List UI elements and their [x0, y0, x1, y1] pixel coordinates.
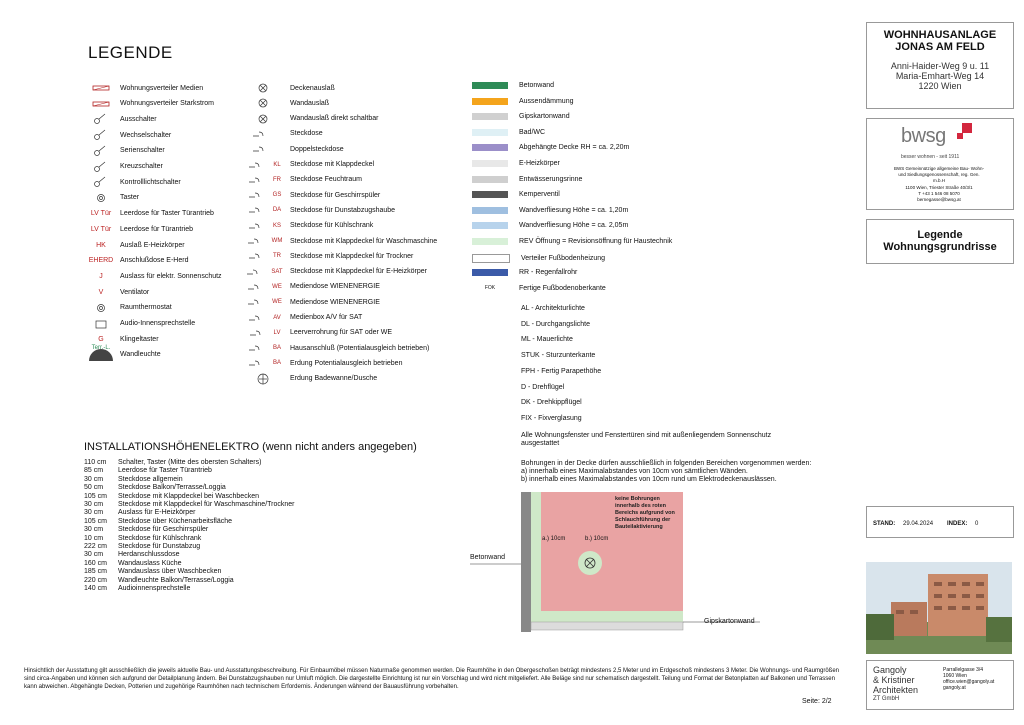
- legend-label: Medienbox A/V für SAT: [290, 314, 363, 321]
- sym-hv-medien-icon: [86, 81, 116, 95]
- text-icon: G: [98, 335, 104, 343]
- material-label: Betonwand: [519, 82, 555, 89]
- bwsg-logo: bwsg: [901, 125, 946, 147]
- legend-row: [240, 142, 344, 156]
- height-description: Audioinnensprechstelle: [118, 585, 191, 592]
- height-row: [84, 585, 190, 592]
- switch-icon: [86, 160, 116, 174]
- earth-icon: [240, 372, 286, 386]
- legend-row: [86, 285, 149, 299]
- legend-label: Steckdose für Dunstabzugshaube: [290, 206, 396, 214]
- symbol-code: SAT: [271, 268, 283, 275]
- height-value: 30 cm: [84, 551, 104, 559]
- legend-row: [86, 144, 165, 158]
- red-zone-note: keine Bohrungen innerhalb des roten Bereichs aufgrund von Schlauchführung der Bauteilaktivierung: [615, 496, 675, 530]
- height-row: [84, 501, 295, 508]
- document-title-2: Wohnungsgrundrisse: [883, 241, 997, 253]
- height-description: Wandauslass über Waschbecken: [118, 568, 222, 576]
- architect-web: gangoly.at: [943, 685, 966, 691]
- socket-icon: [240, 265, 286, 279]
- material-swatch: [472, 113, 508, 120]
- client-email: bernegasse@bwsg.at: [917, 197, 961, 202]
- legend-row: [86, 301, 172, 315]
- height-description: Steckdose mit Klappdeckel für Waschmaschine/Trockner: [118, 501, 295, 508]
- material-row: [472, 82, 554, 89]
- height-row: [84, 509, 195, 516]
- legend-label: Serienschalter: [120, 147, 165, 155]
- architect-name-4: ZT GmbH: [873, 696, 900, 702]
- circle-icon: [86, 301, 116, 315]
- architect-email: office.wien@gangoly.at: [943, 679, 995, 685]
- symbol-code: AV: [273, 314, 281, 321]
- socket-icon: [240, 219, 286, 233]
- text-icon: LV Tür: [90, 225, 112, 233]
- material-label: Bad/WC: [519, 128, 546, 136]
- legend-label: Wandleuchte: [120, 351, 161, 359]
- cross-icon: [240, 81, 286, 95]
- symbol-code: DA: [272, 207, 282, 214]
- legend-label: Steckdose für Kühlschrank: [290, 222, 374, 230]
- legend-row: [240, 219, 373, 233]
- material-swatch: [472, 98, 508, 105]
- wall-left-label: Betonwand: [470, 554, 506, 561]
- legend-label: Wandauslaß direkt schaltbar: [290, 115, 379, 123]
- switch-icon: [86, 128, 116, 142]
- height-description: Wandleuchte Balkon/Terrasse/Loggia: [118, 576, 234, 584]
- legend-label: Steckdose: [290, 130, 323, 138]
- height-row: [84, 493, 259, 500]
- symbol-code: GS: [272, 192, 282, 199]
- note-drill: [521, 460, 851, 484]
- legend-row: [86, 344, 161, 362]
- height-description: Steckdose für Kühlschrank: [118, 534, 202, 542]
- note-drill-line: a) innerhalb eines Maximalabstandes von 10cm von sämtlichen Wänden.: [521, 468, 748, 475]
- socket-icon: [240, 203, 286, 217]
- building-rendering-svg: [866, 562, 1012, 654]
- height-row: [84, 535, 201, 542]
- legend-row: [240, 81, 335, 95]
- material-row: [472, 191, 560, 198]
- legend-row: [86, 269, 222, 283]
- abbreviation: AL - Architekturlichte: [521, 305, 585, 312]
- socket-icon: [240, 173, 286, 187]
- lamp-icon: [86, 344, 116, 362]
- legend-label: Erdung Badewanne/Dusche: [290, 375, 378, 383]
- text-icon: EHERD: [88, 257, 114, 265]
- height-value: 10 cm: [84, 534, 104, 542]
- material-swatch: [472, 82, 508, 89]
- material-label: E-Heizkörper: [519, 160, 560, 167]
- legend-row: [240, 326, 392, 340]
- abbreviation: FPH - Fertig Parapethöhe: [521, 367, 602, 375]
- legend-label: Steckdose mit Klappdeckel: [290, 161, 375, 168]
- height-description: Steckdose für Geschirrspüler: [118, 526, 209, 534]
- height-description: Steckdose mit Klappdeckel bei Waschbecken: [118, 492, 259, 500]
- material-swatch: [472, 222, 508, 229]
- socket-icon: [240, 341, 286, 355]
- concrete-wall: [521, 492, 531, 632]
- box-icon: [86, 317, 116, 331]
- height-row: [84, 560, 182, 567]
- height-value: 85 cm: [84, 467, 104, 475]
- height-description: Steckdose über Küchenarbeitsfläche: [118, 517, 233, 525]
- symbol-code: KS: [272, 222, 281, 229]
- note-drill-line: b) innerhalb eines Maximalabstandes von 10cm rund um Elektrodeckenauslässen.: [521, 476, 777, 483]
- abbreviation: DL - Durchgangslichte: [521, 320, 590, 328]
- cross-icon: [240, 112, 286, 126]
- text-icon: HK: [96, 241, 106, 249]
- symbol-code: WE: [272, 283, 282, 290]
- architect-name-3: Architekten: [873, 685, 919, 695]
- symbol-code: BA: [272, 360, 281, 367]
- index-label: INDEX:: [947, 521, 968, 527]
- text-icon: V: [98, 288, 104, 296]
- legend-label: Wohnungsverteiler Medien: [120, 84, 204, 92]
- material-swatch: FOK: [472, 285, 508, 292]
- cross-icon: [240, 96, 286, 110]
- legend-row: [86, 128, 171, 142]
- symbol-code: WE: [272, 299, 282, 306]
- height-value: 30 cm: [84, 526, 104, 534]
- material-label: REV Öffnung = Revisionsöffnung für Haustechnik: [519, 238, 673, 245]
- text-icon: J: [99, 272, 103, 280]
- legend-row: [240, 311, 362, 325]
- abbreviation: FIX - Fixverglasung: [521, 414, 582, 422]
- client-box: [866, 118, 1014, 210]
- dim-a: a.) 10cm: [542, 536, 566, 542]
- stand-label: STAND:: [873, 521, 896, 527]
- height-row: [84, 543, 200, 550]
- material-swatch: [472, 129, 508, 136]
- height-description: Auslass für E-Heizkörper: [118, 509, 196, 517]
- material-label: Abgehängte Decke RH = ca. 2,20m: [519, 144, 630, 152]
- legend-label: Steckdose für Geschirrspüler: [290, 191, 381, 199]
- socket-icon: [240, 326, 286, 340]
- material-label: Entwässerungsrinne: [519, 175, 583, 183]
- architect-name-2: & Kristiner: [873, 675, 915, 685]
- material-row: [472, 144, 629, 151]
- legend-label: Deckenauslaß: [290, 84, 335, 92]
- material-swatch: [472, 160, 508, 167]
- project-address-2: Maria-Emhart-Weg 14: [895, 71, 985, 81]
- material-row: [472, 176, 582, 183]
- legend-label: Anschlußdose E-Herd: [120, 257, 189, 265]
- legend-row: [86, 97, 214, 111]
- document-title-1: Legende: [917, 229, 963, 241]
- abbreviation: D - Drehflügel: [521, 383, 565, 391]
- project-box: [866, 22, 1014, 109]
- gypsum-wall: [531, 622, 683, 630]
- project-name-1: WOHNHAUSANLAGE: [883, 29, 997, 41]
- height-description: Wandauslass Küche: [118, 559, 182, 567]
- material-swatch: [472, 144, 508, 151]
- legend-row: [240, 295, 380, 309]
- height-value: 110 cm: [84, 459, 107, 466]
- socket-icon: [240, 158, 286, 172]
- height-value: 160 cm: [84, 559, 107, 567]
- legend-label: Doppelsteckdose: [290, 145, 344, 153]
- document-box: [866, 219, 1014, 264]
- legend-label: Auslaß E-Heizkörper: [120, 241, 185, 249]
- legend-row: [86, 175, 181, 189]
- building-rendering: [866, 562, 1012, 654]
- dim-b: b.) 10cm: [585, 536, 609, 542]
- symbol-code: FR: [273, 176, 281, 183]
- legend-row: [86, 238, 185, 252]
- symbol-code: Terr.-L.: [91, 344, 111, 351]
- legend-label: Ausschalter: [120, 115, 157, 123]
- socket-icon: [240, 142, 286, 156]
- bwsg-logo-square: [962, 123, 972, 133]
- material-row: [472, 207, 628, 214]
- abbreviation: STUK - Sturzunterkante: [521, 352, 596, 360]
- height-value: 220 cm: [84, 576, 107, 584]
- legend-label: Steckdose mit Klappdeckel für E-Heizkörper: [290, 268, 427, 276]
- client-address: 1100 Wien, Triester Straße 40/3/1: [905, 185, 973, 190]
- switch-icon: [86, 144, 116, 158]
- legend-label: Steckdose mit Klappdeckel für Trockner: [290, 252, 414, 260]
- height-value: 185 cm: [84, 568, 107, 576]
- height-value: 105 cm: [84, 492, 107, 500]
- legend-label: Hausanschluß (Potentialausgleich betrieben): [290, 344, 430, 352]
- legend-row: [86, 112, 157, 126]
- legend-label: Mediendose WIENENERGIE: [290, 298, 380, 306]
- height-row: [84, 467, 212, 474]
- legend-row: [86, 191, 139, 205]
- legend-row: [86, 254, 188, 268]
- height-value: 30 cm: [84, 475, 104, 483]
- height-value: 105 cm: [84, 517, 107, 525]
- drilling-diagram: [470, 492, 770, 637]
- material-swatch: [472, 238, 508, 245]
- height-row: [84, 551, 179, 558]
- material-row: [472, 129, 545, 136]
- material-label: Wandverfliesung Höhe = ca. 1,20m: [519, 206, 629, 214]
- symbol-code: WM: [271, 238, 283, 244]
- circle-icon: [86, 191, 116, 205]
- height-row: [84, 459, 261, 466]
- symbol-code: KL: [273, 161, 281, 168]
- wall-bottom-label: Gipskartonwand: [704, 618, 755, 625]
- material-swatch: [472, 207, 508, 214]
- project-name-2: JONAS AM FELD: [895, 41, 985, 53]
- height-value: 30 cm: [84, 509, 104, 517]
- material-swatch: [472, 254, 510, 263]
- text-icon: LV Tür: [90, 210, 112, 218]
- heights-title: INSTALLATIONSHÖHENELEKTRO (wenn nicht anders angegeben): [84, 441, 417, 453]
- material-row: [472, 269, 577, 276]
- bwsg-slogan: besser wohnen - seit 1911: [901, 154, 960, 160]
- socket-icon: [240, 127, 286, 141]
- legend-row: [240, 280, 380, 294]
- legend-row: [240, 249, 413, 263]
- height-value: 50 cm: [84, 484, 104, 492]
- symbol-code: TR: [273, 253, 281, 260]
- material-label: Aussendämmung: [519, 97, 574, 105]
- material-swatch: [472, 191, 508, 198]
- symbol-code: LV: [273, 329, 281, 336]
- height-row: [84, 526, 208, 533]
- height-description: Schalter, Taster (Mitte des obersten Schalters): [118, 459, 262, 466]
- legend-label: Wandauslaß: [290, 99, 330, 107]
- legend-row: [240, 96, 329, 110]
- material-row: [472, 254, 605, 263]
- legend-label: Steckdose mit Klappdeckel für Waschmaschine: [290, 237, 438, 245]
- height-description: Steckdose Balkon/Terrasse/Loggia: [118, 484, 226, 492]
- legend-row: [240, 127, 323, 141]
- symbol-code: BA: [272, 345, 281, 352]
- legend-title: LEGENDE: [88, 43, 173, 62]
- project-address-3: 1220 Wien: [918, 81, 962, 91]
- legend-row: [240, 341, 429, 355]
- legend-label: Kreuzschalter: [120, 163, 163, 170]
- legend-label: Taster: [120, 194, 140, 202]
- legend-row: [240, 356, 402, 370]
- legend-row: [240, 158, 374, 172]
- legend-row: [240, 265, 427, 279]
- legend-label: Mediendose WIENENERGIE: [290, 283, 380, 291]
- note-drill-line: Bohrungen in der Decke dürfen ausschließlich in folgenden Bereichen vorgenommen werden:: [521, 460, 812, 467]
- material-label: Verteiler Fußbodenheizung: [521, 254, 606, 262]
- socket-icon: [240, 249, 286, 263]
- legend-row: [240, 234, 437, 248]
- socket-icon: [240, 280, 286, 294]
- legend-label: Klingeltaster: [120, 335, 159, 343]
- legend-row: [240, 372, 377, 386]
- socket-icon: [240, 234, 286, 248]
- legend-label: Wohnungsverteiler Starkstrom: [120, 100, 215, 108]
- legend-label: Leerverrohrung für SAT oder WE: [290, 329, 393, 337]
- material-row: [472, 222, 628, 229]
- client-company: BWS Gemeinnützige allgemeine Bau- Wohn- und Siedlungsgenossenschaft, reg. Gen. m.b.H: [894, 166, 984, 183]
- socket-icon: [240, 188, 286, 202]
- material-row: [472, 160, 560, 167]
- material-swatch: [472, 176, 508, 183]
- project-address-1: Anni-Haider-Weg 9 u. 11: [890, 61, 990, 71]
- legend-row: [86, 317, 195, 331]
- legend-row: [240, 112, 378, 126]
- legend-label: Ventilator: [120, 288, 150, 296]
- material-label: Gipskartonwand: [519, 113, 570, 121]
- abbreviation: DK - Drehkippflügel: [521, 399, 582, 407]
- height-row: [84, 476, 183, 483]
- stand-box: [866, 506, 1014, 538]
- legend-label: Auslass für elektr. Sonnenschutz: [120, 272, 222, 280]
- height-description: Herdanschlussdose: [118, 551, 180, 559]
- material-row: [472, 285, 606, 292]
- switch-icon: [86, 175, 116, 189]
- index-value: 0: [975, 521, 979, 527]
- material-label: Wandverfliesung Höhe = ca. 2,05m: [519, 222, 629, 230]
- legend-row: [86, 222, 193, 236]
- page-number: Seite: 2/2: [802, 698, 832, 705]
- legend-row: [86, 160, 163, 174]
- socket-icon: [240, 295, 286, 309]
- legend-label: Steckdose Feuchtraum: [290, 176, 362, 184]
- material-row: [472, 113, 570, 120]
- material-swatch: [472, 269, 508, 276]
- note-windows: Alle Wohnungsfenster und Fenstertüren sind mit außenliegendem Sonnenschutz ausgestattet: [521, 432, 772, 447]
- architect-address-1: Parrallelgasse 3/4: [943, 667, 984, 673]
- legend-label: Leerdose für Taster Türantrieb: [120, 210, 214, 218]
- client-phone: T +43 1 546 08 5070: [918, 191, 960, 196]
- legend-label: Erdung Potentialausgleich betrieben: [290, 359, 403, 367]
- legend-row: [86, 81, 203, 95]
- legend-label: Kontrolllichtschalter: [120, 178, 181, 186]
- height-row: [84, 518, 232, 525]
- abbreviation: ML - Mauerlichte: [521, 336, 573, 344]
- socket-icon: [240, 311, 286, 325]
- architect-address-2: 1060 Wien: [943, 673, 967, 679]
- legend-label: Wechselschalter: [120, 131, 172, 139]
- sym-hv-stark-icon: [86, 97, 116, 111]
- material-row: [472, 98, 573, 105]
- material-row: [472, 238, 672, 245]
- material-label: RR - Regenfallrohr: [519, 269, 578, 277]
- legend-row: [240, 173, 362, 187]
- stand-date: 29.04.2024: [903, 521, 934, 527]
- height-value: 222 cm: [84, 543, 107, 550]
- switch-icon: [86, 112, 116, 126]
- legend-row: [86, 207, 214, 221]
- height-row: [84, 568, 221, 575]
- height-value: 30 cm: [84, 501, 104, 508]
- material-label: Kemperventil: [519, 191, 560, 199]
- legend-label: Leerdose für Türantrieb: [120, 225, 194, 233]
- height-value: 140 cm: [84, 585, 107, 592]
- socket-icon: [240, 356, 286, 370]
- architect-box: [866, 660, 1014, 710]
- height-row: [84, 577, 234, 584]
- bwsg-logo-square-small: [957, 133, 963, 139]
- height-row: [84, 484, 226, 491]
- material-label: Fertige Fußbodenoberkante: [519, 284, 606, 292]
- height-description: Leerdose für Taster Türantrieb: [118, 467, 212, 475]
- legend-label: Audio-Innensprechstelle: [120, 320, 196, 327]
- architect-name-1: Gangoly: [873, 665, 907, 675]
- legend-row: [240, 203, 395, 217]
- legend-label: Raumthermostat: [120, 304, 172, 312]
- height-description: Steckdose allgemein: [118, 475, 183, 483]
- footer-disclaimer: Hinsichtlich der Ausstattung gilt ausschließlich die jeweils aktuelle Bau- und Ausstattungsbeschreibung. Für Einbaumöbel müssen Naturmaße genommen werden. Die Raumhöhe in den Obergeschoßen beträgt mindestens 2,5 Meter und im Erdgeschoß mindestens 3 Meter. Die Wohnungs- und Raumgrößen sind circa-Angaben und können sich aufgrund der Detailplanung ändern. Bei Dunstabzugshauben nur Umluft möglich. Die dargestellte Einrichtung ist nur ein Vorschlag und wird nicht mitgeliefert. Alle Beläge sind nur schematisch dargestellt. Teilung und Format der Betonplatten auf Balkonen und Terrassen kann abweichen. Abgehängte Decken, Potterien und zugehörige Raumhöhen nach technischem Erfordernis. Änderungen während der Bauausführung vorbehalten.: [24, 668, 839, 690]
- height-description: Steckdose für Dunstabzug: [118, 543, 201, 550]
- legend-row: [240, 188, 380, 202]
